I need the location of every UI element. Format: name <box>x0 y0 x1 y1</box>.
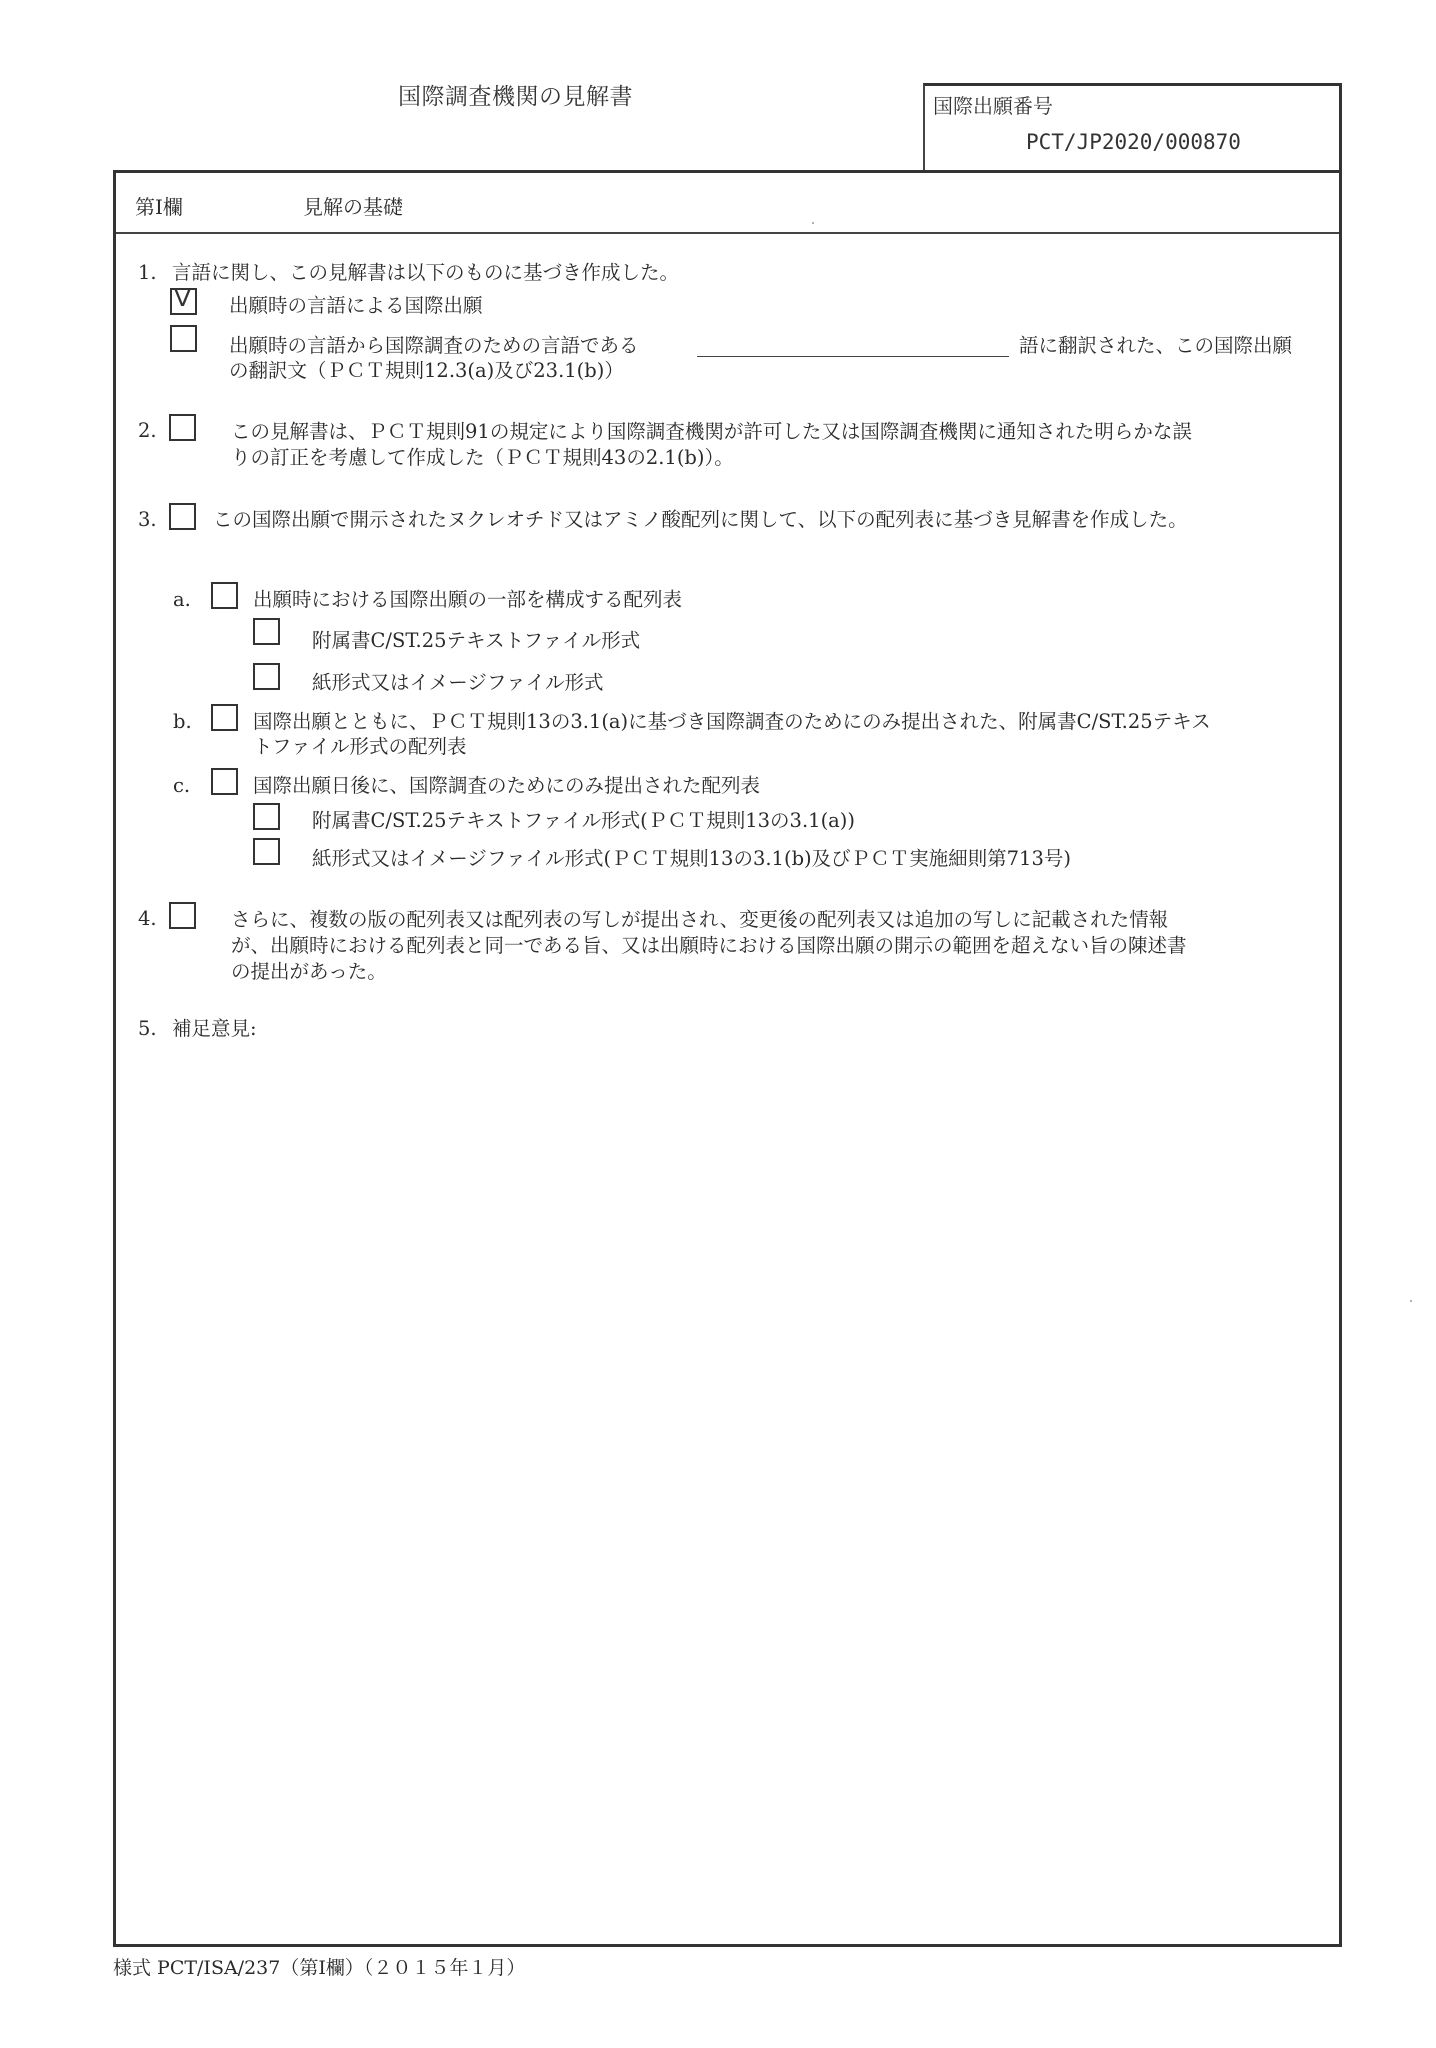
translation-language-blank[interactable] <box>697 338 1009 357</box>
item3a-option2-label: 紙形式又はイメージファイル形式 <box>312 671 604 694</box>
item4-checkbox[interactable] <box>169 902 196 929</box>
item1-option2-label-part2: 語に翻訳された、この国際出願 <box>1019 334 1293 357</box>
item3c-option2-checkbox[interactable] <box>253 838 280 865</box>
item4-line3: の提出があった。 <box>231 960 387 983</box>
item3b-checkbox[interactable] <box>211 704 238 731</box>
item3a-option1-checkbox[interactable] <box>253 618 280 645</box>
item3a-label: a. <box>173 588 191 611</box>
application-number-value: PCT/JP2020/000870 <box>1026 130 1241 154</box>
item2-line1: この見解書は、ＰＣＴ規則91の規定により国際調査機関が許可した又は国際調査機関に通知された明らかな誤 <box>231 420 1192 443</box>
item3-checkbox[interactable] <box>169 503 196 530</box>
application-number-label: 国際出願番号 <box>933 94 1053 118</box>
item3a-option2-checkbox[interactable] <box>253 663 280 690</box>
scan-speck <box>1410 1300 1412 1302</box>
item1-option1-label: 出願時の言語による国際出願 <box>229 294 483 317</box>
item3a-option1-label: 附属書C/ST.25テキストファイル形式 <box>312 629 641 652</box>
item1-option2-label-line2: の翻訳文（ＰＣＴ規則12.3(a)及び23.1(b)） <box>229 359 624 382</box>
item3c-option1-label: 附属書C/ST.25テキストファイル形式(ＰＣＴ規則13の3.1(a)) <box>312 809 856 832</box>
item1-number: 1. <box>138 261 157 284</box>
item2-number: 2. <box>138 419 157 442</box>
item2-line2: りの訂正を考慮して作成した（ＰＣＴ規則43の2.1(b)）。 <box>231 446 734 469</box>
item4-line1: さらに、複数の版の配列表又は配列表の写しが提出され、変更後の配列表又は追加の写しに記載された情報 <box>231 908 1169 931</box>
document-title: 国際調査機関の見解書 <box>398 84 633 110</box>
item3c-label: c. <box>173 774 191 797</box>
item3a-text: 出願時における国際出願の一部を構成する配列表 <box>253 588 683 611</box>
item3-text: この国際出願で開示されたヌクレオチド又はアミノ酸配列に関して、以下の配列表に基づき見解書を作成した。 <box>213 508 1188 531</box>
item3b-label: b. <box>173 710 192 733</box>
section-number: 第Ⅰ欄 <box>135 195 183 219</box>
item4-number: 4. <box>138 907 157 930</box>
item1-text: 言語に関し、この見解書は以下のものに基づき作成した。 <box>172 261 680 284</box>
item3b-line2: トファイル形式の配列表 <box>253 735 467 758</box>
item3c-option2-label: 紙形式又はイメージファイル形式(ＰＣＴ規則13の3.1(b)及びＰＣＴ実施細則第713号) <box>312 847 1071 870</box>
item3c-text: 国際出願日後に、国際調査のためにのみ提出された配列表 <box>253 774 761 797</box>
form-identifier: 様式 PCT/ISA/237（第Ⅰ欄）（２０１５年１月） <box>113 1957 526 1979</box>
item1-option1-checkbox[interactable] <box>170 288 197 315</box>
header-divider <box>116 232 1339 234</box>
item1-option2-label-part1: 出願時の言語から国際調査のための言語である <box>229 334 639 357</box>
item3-number: 3. <box>138 508 157 531</box>
item3a-checkbox[interactable] <box>211 582 238 609</box>
item1-option2-checkbox[interactable] <box>170 325 197 352</box>
supplementary-remarks-area <box>172 1050 1312 1930</box>
item3b-line1: 国際出願とともに、ＰＣＴ規則13の3.1(a)に基づき国際調査のためにのみ提出された、附属書C/ST.25テキス <box>253 710 1211 733</box>
item5-number: 5. <box>138 1017 157 1040</box>
scan-speck <box>812 222 814 224</box>
item3c-checkbox[interactable] <box>211 768 238 795</box>
check-mark-icon: V <box>174 287 191 312</box>
application-number-box <box>923 83 1342 171</box>
item5-label: 補足意見: <box>172 1017 257 1040</box>
item4-line2: が、出願時における配列表と同一である旨、又は出願時における国際出願の開示の範囲を超えない旨の陳述書 <box>231 934 1187 957</box>
item2-checkbox[interactable] <box>169 414 196 441</box>
item3c-option1-checkbox[interactable] <box>253 803 280 830</box>
section-title: 見解の基礎 <box>303 195 403 219</box>
